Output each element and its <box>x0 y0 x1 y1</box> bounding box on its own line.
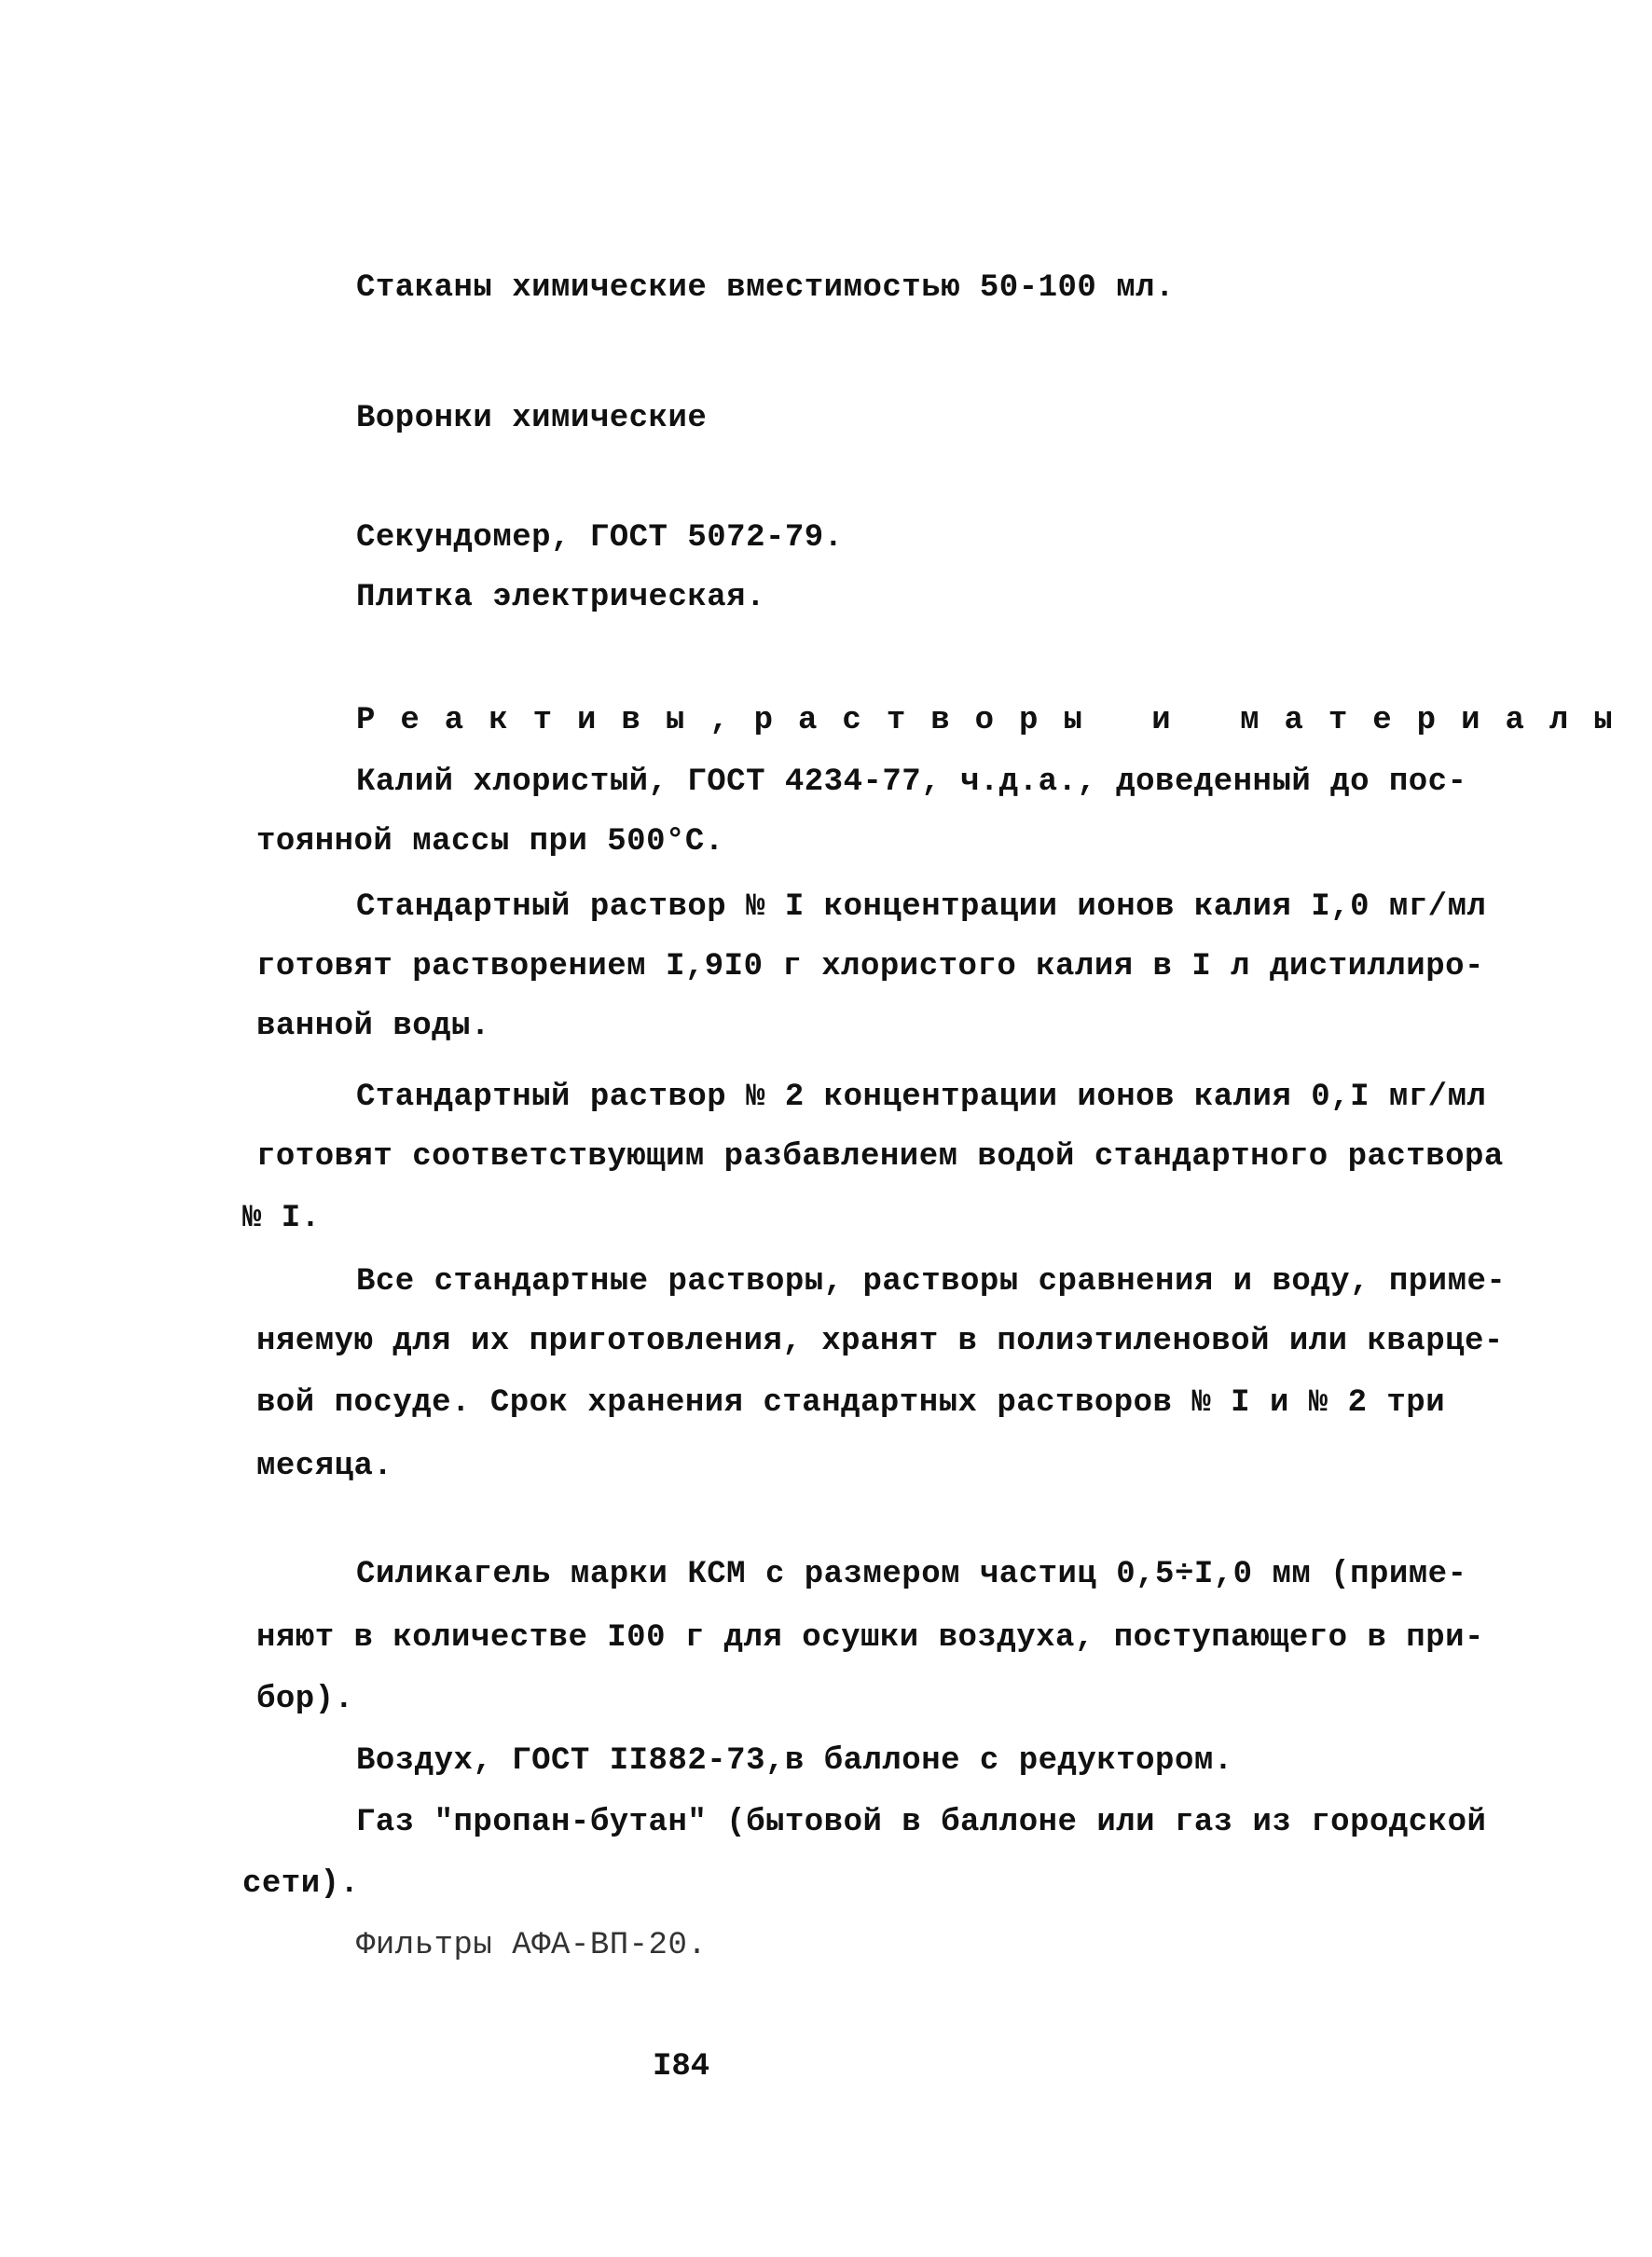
equipment-funnels: Воронки химические <box>356 401 708 436</box>
std2-line-1: Стандартный раствор № 2 концентрации ионов калия 0,I мг/мл <box>356 1080 1487 1115</box>
silica-line-3: бор). <box>256 1682 354 1717</box>
std1-line-1: Стандартный раствор № I концентрации ионов калия I,0 мг/мл <box>356 889 1487 925</box>
silica-line-2: няют в количестве I00 г для осушки воздуха, поступающего в при- <box>256 1620 1484 1656</box>
section-heading: Реактивы,растворы и материалы <box>356 703 1638 738</box>
gas-line-1: Газ "пропан-бутан" (бытовой в баллоне или газ из городской <box>356 1805 1487 1840</box>
equipment-hotplate: Плитка электрическая. <box>356 580 765 615</box>
std2-line-3: № I. <box>242 1201 321 1236</box>
silica-line-1: Силикагель марки КСМ с размером частиц 0,5÷I,0 мм (приме- <box>356 1557 1467 1592</box>
storage-line-2: няемую для их приготовления, хранят в полиэтиленовой или кварце- <box>256 1324 1504 1359</box>
storage-line-3: вой посуде. Срок хранения стандартных растворов № I и № 2 три <box>256 1385 1446 1421</box>
equipment-stopwatch: Секундомер, ГОСТ 5072-79. <box>356 520 844 556</box>
std2-line-2: готовят соответствующим разбавлением водой стандартного раствора <box>256 1139 1504 1175</box>
air-line: Воздух, ГОСТ II882-73,в баллоне с редуктором. <box>356 1743 1233 1779</box>
equipment-beakers: Стаканы химические вместимостью 50-100 мл. <box>356 270 1175 306</box>
storage-line-1: Все стандартные растворы, растворы сравнения и воду, приме- <box>356 1264 1507 1300</box>
storage-line-4: месяца. <box>256 1449 393 1484</box>
kcl-line-1: Калий хлористый, ГОСТ 4234-77, ч.д.а., доведенный до пос- <box>356 764 1467 800</box>
filters-line: Фильтры АФА-ВП-20. <box>356 1928 708 1963</box>
std1-line-2: готовят растворением I,9I0 г хлористого калия в I л дистиллиро- <box>256 949 1484 984</box>
kcl-line-2: тоянной массы при 500°С. <box>256 824 724 860</box>
std1-line-3: ванной воды. <box>256 1009 490 1044</box>
gas-line-2: сети). <box>242 1866 360 1902</box>
page-number: I84 <box>653 2049 710 2085</box>
